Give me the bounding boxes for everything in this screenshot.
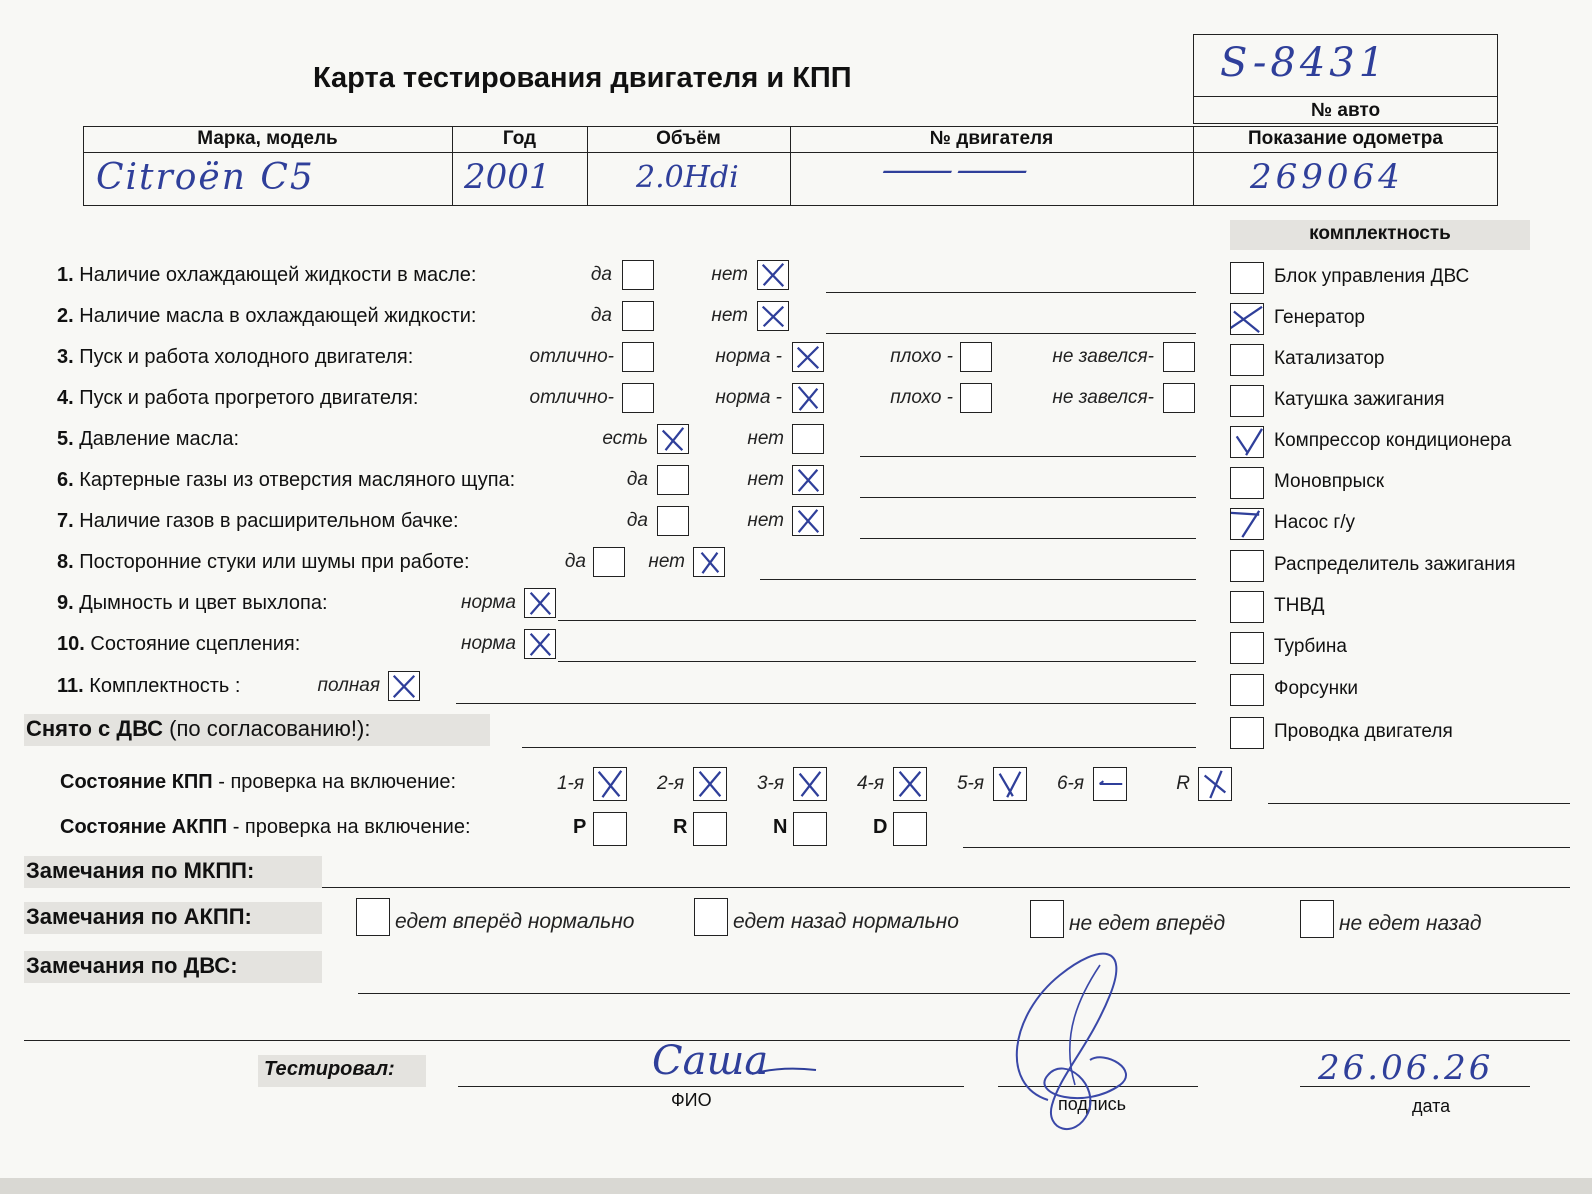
check-9-normal-box[interactable] [524, 588, 556, 618]
option-label: не завелся- [1052, 346, 1154, 367]
x-mark-icon [525, 589, 555, 617]
comp-box-12[interactable] [1230, 717, 1264, 749]
comp-box-7[interactable] [1230, 508, 1264, 540]
option-label: да [626, 510, 648, 531]
check-8-yes-box[interactable] [593, 547, 625, 577]
gear-label: 5-я [956, 773, 984, 794]
underline-stroke-icon [750, 1060, 820, 1080]
comp-item-5: Компрессор кондиционера [1274, 430, 1512, 451]
comp-box-3[interactable] [1230, 344, 1264, 376]
car-number-label: № авто [1310, 100, 1381, 121]
check-1-no-box[interactable] [757, 260, 789, 290]
comp-item-2: Генератор [1274, 307, 1365, 328]
comp-box-2[interactable] [1230, 303, 1264, 335]
option-label: норма - [715, 387, 782, 408]
year-value[interactable]: 2001 [464, 157, 551, 197]
gear-3-box[interactable] [793, 767, 827, 801]
option-label: нет [747, 469, 784, 490]
check-row-10: 10. Состояние сцепления: [57, 633, 301, 655]
x-mark-icon [994, 768, 1026, 800]
gear-label: 6-я [1056, 773, 1084, 794]
gear-label: 2-я [656, 773, 684, 794]
comp-item-1: Блок управления ДВС [1274, 266, 1470, 287]
akpp-no-backward-box[interactable] [1300, 900, 1334, 938]
option-label: плохо - [890, 387, 953, 408]
comp-box-10[interactable] [1230, 632, 1264, 664]
check-row-6: 6. Картерные газы из отверстия масляного щупа: [57, 469, 516, 491]
option-label: да [590, 264, 612, 285]
mode-n-box[interactable] [793, 812, 827, 846]
option-label: нет [711, 305, 748, 326]
gear-2-box[interactable] [693, 767, 727, 801]
check-row-8: 8. Посторонние стуки или шумы при работе: [57, 551, 470, 573]
option-label: нет [648, 551, 685, 572]
x-mark-icon [758, 302, 788, 330]
check-7-yes-box[interactable] [657, 506, 689, 536]
check-4-excellent-box[interactable] [622, 383, 654, 413]
date-value[interactable]: 26.06.26 [1318, 1048, 1494, 1088]
make-value[interactable]: Citroën C5 [96, 157, 315, 198]
option-label: норма - [715, 346, 782, 367]
check-row-7: 7. Наличие газов в расширительном бачке: [57, 510, 459, 532]
page-edge [0, 1178, 1592, 1194]
comp-box-8[interactable] [1230, 550, 1264, 582]
check-4-normal-box[interactable] [792, 383, 824, 413]
check-row-2: 2. Наличие масла в охлаждающей жидкости: [57, 305, 477, 327]
x-mark-icon [658, 425, 688, 453]
x-mark-icon [793, 343, 823, 371]
check-3-nostart-box[interactable] [1163, 342, 1195, 372]
check-5-no-box[interactable] [792, 424, 824, 454]
comp-item-10: Турбина [1274, 636, 1347, 657]
car-number-value[interactable]: S-8431 [1220, 40, 1389, 86]
comp-box-9[interactable] [1230, 591, 1264, 623]
akpp-backward-ok-box[interactable] [694, 898, 728, 936]
x-mark-icon [1231, 509, 1263, 539]
x-mark-icon [594, 768, 626, 800]
x-mark-icon [793, 507, 823, 535]
akpp-label: Состояние АКПП - проверка на включение: [60, 816, 471, 838]
check-8-no-box[interactable] [693, 547, 725, 577]
comp-item-9: ТНВД [1274, 595, 1325, 616]
gear-5-box[interactable] [993, 767, 1027, 801]
tester-name[interactable]: Саша [652, 1038, 769, 1084]
mode-label: D [873, 816, 888, 838]
x-mark-icon [758, 261, 788, 289]
comp-box-6[interactable] [1230, 467, 1264, 499]
check-row-3: 3. Пуск и работа холодного двигателя: [57, 346, 414, 368]
gear-4-box[interactable] [893, 767, 927, 801]
akpp-no-backward-label: не едет назад [1339, 912, 1482, 935]
mode-p-box[interactable] [593, 812, 627, 846]
check-4-nostart-box[interactable] [1163, 383, 1195, 413]
x-mark-icon [694, 768, 726, 800]
check-row-11: 11. Комплектность : [57, 675, 241, 697]
signature-label: подпись [1058, 1094, 1127, 1114]
check-row-5: 5. Давление масла: [57, 428, 239, 450]
col-volume-header: Объём [656, 128, 721, 149]
comp-box-5[interactable] [1230, 426, 1264, 458]
option-label: не завелся- [1052, 387, 1154, 408]
volume-value[interactable]: 2.0Hdi [636, 160, 739, 195]
page-title: Карта тестирования двигателя и КПП [313, 62, 852, 94]
x-mark-icon [1231, 304, 1263, 334]
option-label: норма [461, 633, 516, 654]
check-row-4: 4. Пуск и работа прогретого двигателя: [57, 387, 419, 409]
check-7-no-box[interactable] [792, 506, 824, 536]
option-label: полная [317, 675, 380, 696]
odometer-header: Показание одометра [1248, 128, 1443, 149]
comp-item-7: Насос г/у [1274, 512, 1356, 533]
comp-item-12: Проводка двигателя [1274, 721, 1453, 742]
x-mark-icon [694, 548, 724, 576]
option-label: нет [747, 510, 784, 531]
comp-box-11[interactable] [1230, 674, 1264, 706]
x-mark-icon [525, 630, 555, 658]
option-label: отлично- [529, 387, 614, 408]
check-row-9: 9. Дымность и цвет выхлопа: [57, 592, 328, 614]
check-1-yes-box[interactable] [622, 260, 654, 290]
x-mark-icon [1199, 768, 1231, 800]
akpp-forward-ok-label: едет вперёд нормально [395, 910, 635, 933]
check-2-yes-box[interactable] [622, 301, 654, 331]
option-label: нет [747, 428, 784, 449]
check-5-yes-box[interactable] [657, 424, 689, 454]
option-label: да [564, 551, 586, 572]
x-mark-icon [389, 672, 419, 700]
check-6-no-box[interactable] [792, 465, 824, 495]
gear-1-box[interactable] [593, 767, 627, 801]
kpp-label: Состояние КПП - проверка на включение: [60, 771, 457, 793]
option-label: норма [461, 592, 516, 613]
dash-mark-icon [1094, 768, 1126, 800]
remarks-dvs-label: Замечания по ДВС: [26, 953, 238, 978]
odometer-value[interactable]: 269064 [1250, 157, 1404, 197]
mode-r-box[interactable] [693, 812, 727, 846]
x-mark-icon [1231, 427, 1263, 457]
x-mark-icon [793, 384, 823, 412]
check-row-1: 1. Наличие охлаждающей жидкости в масле: [57, 264, 477, 286]
gear-6-box[interactable] [1093, 767, 1127, 801]
akpp-forward-ok-box[interactable] [356, 898, 390, 936]
comp-item-11: Форсунки [1274, 678, 1358, 699]
gear-r-box[interactable] [1198, 767, 1232, 801]
check-3-bad-box[interactable] [960, 342, 992, 372]
option-label: да [626, 469, 648, 490]
comp-box-4[interactable] [1230, 385, 1264, 417]
check-10-normal-box[interactable] [524, 629, 556, 659]
remarks-akpp-label: Замечания по АКПП: [26, 904, 252, 929]
date-label: дата [1412, 1096, 1451, 1116]
comp-item-8: Распределитель зажигания [1274, 554, 1516, 575]
akpp-no-forward-label: не едет вперёд [1069, 912, 1226, 935]
option-label: да [590, 305, 612, 326]
gear-label: 4-я [856, 773, 884, 794]
tested-label: Тестировал: [264, 1058, 395, 1080]
check-3-normal-box[interactable] [792, 342, 824, 372]
mode-label: R [673, 816, 688, 838]
completeness-title: комплектность [1309, 223, 1451, 244]
option-label: нет [711, 264, 748, 285]
comp-item-6: Моновпрыск [1274, 471, 1385, 492]
comp-item-3: Катализатор [1274, 348, 1385, 369]
engine-no-value[interactable]: —— [880, 150, 1030, 190]
check-4-bad-box[interactable] [960, 383, 992, 413]
remarks-mkpp-label: Замечания по МКПП: [26, 858, 255, 883]
comp-item-4: Катушка зажигания [1274, 389, 1445, 410]
mode-label: P [573, 816, 587, 838]
akpp-no-forward-box[interactable] [1030, 900, 1064, 938]
gear-label: R [1176, 773, 1190, 794]
mode-d-box[interactable] [893, 812, 927, 846]
check-2-no-box[interactable] [757, 301, 789, 331]
comp-box-1[interactable] [1230, 262, 1264, 294]
col-make-header: Марка, модель [197, 128, 338, 149]
x-mark-icon [894, 768, 926, 800]
col-engine-no-header: № двигателя [929, 128, 1054, 149]
option-label: плохо - [890, 346, 953, 367]
option-label: отлично- [529, 346, 614, 367]
check-11-full-box[interactable] [388, 671, 420, 701]
check-6-yes-box[interactable] [657, 465, 689, 495]
signature-icon[interactable] [990, 935, 1170, 1140]
mode-label: N [773, 816, 788, 838]
removed-label: Снято с ДВС (по согласованию!): [26, 716, 371, 741]
x-mark-icon [794, 768, 826, 800]
check-3-excellent-box[interactable] [622, 342, 654, 372]
option-label: есть [602, 428, 648, 449]
gear-label: 3-я [756, 773, 784, 794]
gear-label: 1-я [556, 773, 584, 794]
col-year-header: Год [502, 128, 537, 149]
fio-label: ФИО [671, 1090, 712, 1110]
akpp-backward-ok-label: едет назад нормально [733, 910, 959, 933]
x-mark-icon [793, 466, 823, 494]
